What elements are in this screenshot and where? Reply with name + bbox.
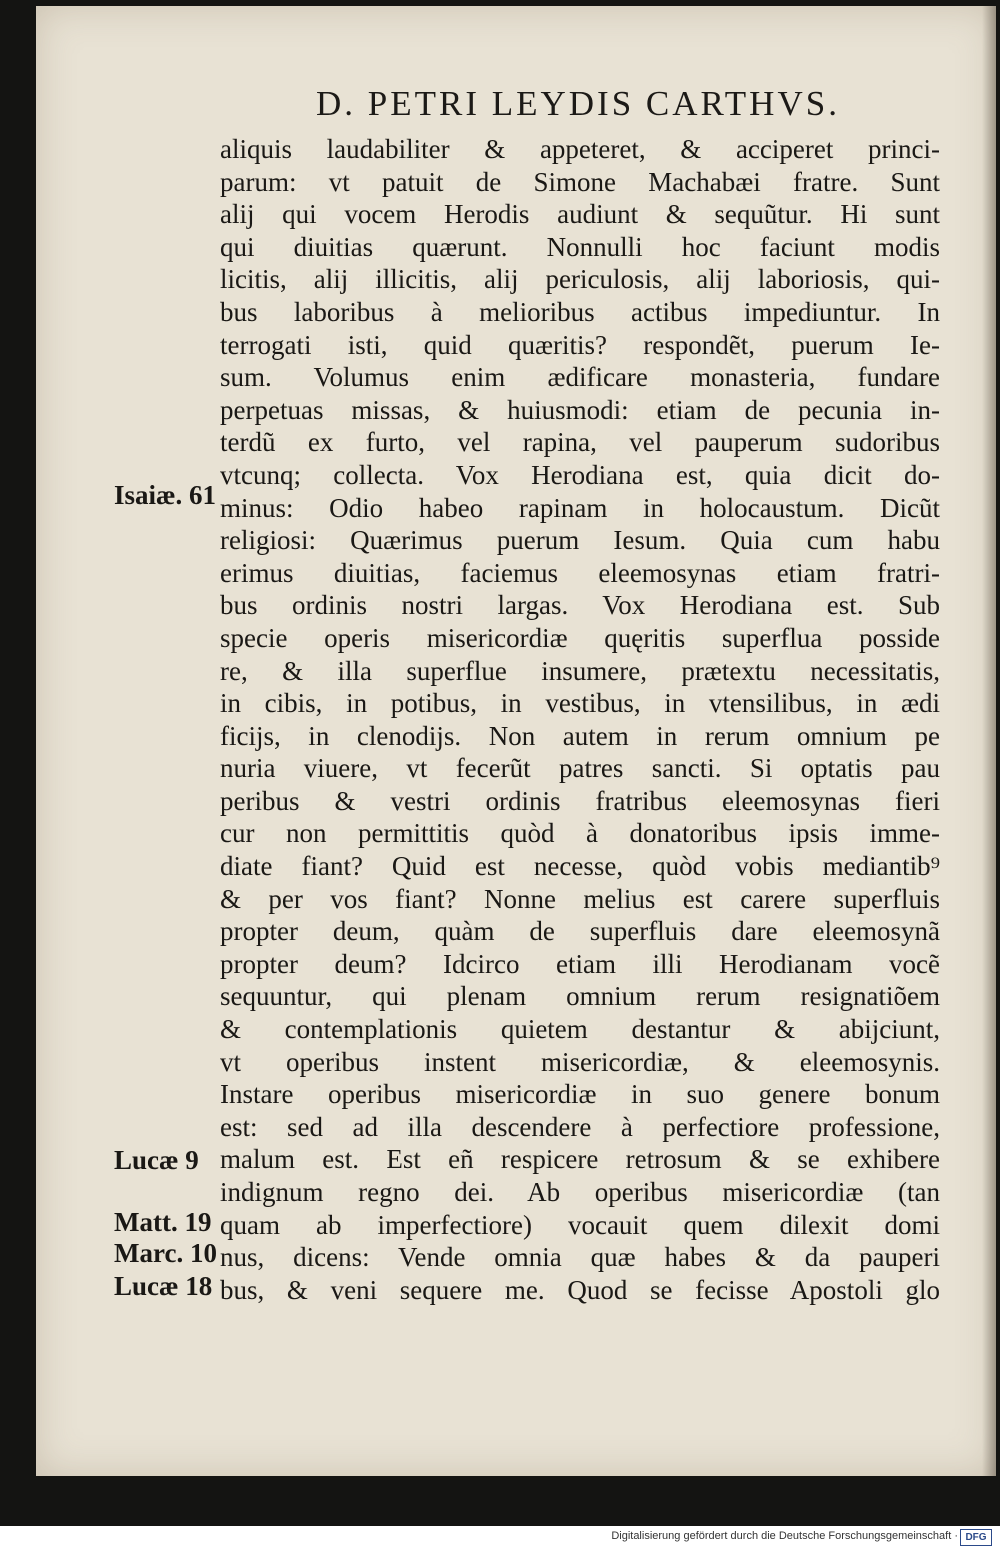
margin-note-isaiae: Isaiæ. 61 bbox=[114, 480, 217, 510]
text-line: Instare operibus misericordiæ in suo genere bonum bbox=[220, 1079, 940, 1110]
text-line: vtcunq; collecta. Vox Herodiana est, quia dicit do- bbox=[220, 459, 940, 490]
margin-note-lucae-9: Lucæ 9 bbox=[114, 1145, 199, 1175]
margin-note-matt-19: Matt. 19 bbox=[114, 1207, 212, 1237]
text-line: terrogati isti, quid quæritis? respondẽt, puerum Ie- bbox=[220, 329, 940, 360]
margin-note-lucae-18: Lucæ 18 bbox=[114, 1271, 213, 1301]
text-line: propter deum? Idcirco etiam illi Herodianam vocẽ bbox=[220, 948, 940, 979]
text-line: religiosi: Quærimus puerum Iesum. Quia cum habu bbox=[220, 525, 940, 556]
text-line: vt operibus instent misericordiæ, & eleemosynis. bbox=[220, 1046, 940, 1077]
text-line: alij qui vocem Herodis audiunt & sequũtur. Hi sunt bbox=[220, 199, 940, 230]
dfg-logo: DFG bbox=[960, 1529, 992, 1546]
text-line: diate fiant? Quid est necesse, quòd vobis mediantib⁹ bbox=[220, 851, 940, 882]
footer-strip bbox=[0, 1526, 1000, 1548]
text-line: qui diuitias quærunt. Nonnulli hoc faciunt modis bbox=[220, 231, 940, 262]
text-line: peribus & vestri ordinis fratribus eleemosynas fieri bbox=[220, 785, 940, 816]
text-line: bus ordinis nostri largas. Vox Herodiana est. Sub bbox=[220, 590, 940, 621]
text-line: in cibis, in potibus, in vestibus, in vtensilibus, in ædi bbox=[220, 688, 940, 719]
text-line: nus, dicens: Vende omnia quæ habes & da pauperi bbox=[220, 1242, 940, 1273]
text-line: indignum regno dei. Ab operibus misericordiæ (tan bbox=[220, 1177, 940, 1207]
text-line: malum est. Est eñ respicere retrosum & se exhibere bbox=[220, 1144, 940, 1175]
text-line: erimus diuitias, faciemus eleemosynas etiam fratri- bbox=[220, 557, 940, 588]
running-head: D. PETRI LEYDIS CARTHVS. bbox=[316, 84, 840, 123]
text-line: specie operis misericordiæ quęritis superflua posside bbox=[220, 622, 940, 653]
text-line: cur non permittitis quòd à donatoribus ipsis imme- bbox=[220, 818, 940, 849]
text-line: est: sed ad illa descendere à perfectiore professione, bbox=[220, 1111, 940, 1142]
text-line: licitis, alij illicitis, alij periculosis, alij laboriosis, qui- bbox=[220, 264, 940, 295]
text-line: parum: vt patuit de Simone Machabæi fratre. Sunt bbox=[220, 166, 940, 197]
text-line: sum. Volumus enim ædificare monasteria, fundare bbox=[220, 362, 940, 393]
text-line: aliquis laudabiliter & appeteret, & acciperet princi- bbox=[220, 134, 940, 164]
text-line: re, & illa superflue insumere, prætextu necessitatis, bbox=[220, 655, 940, 686]
body-text bbox=[220, 133, 940, 1306]
digitization-credit: Digitalisierung gefördert durch die Deutsche Forschungsgemeinschaft · bbox=[611, 1530, 958, 1542]
text-line: & per vos fiant? Nonne melius est carere superfluis bbox=[220, 883, 940, 914]
text-line: bus, & veni sequere me. Quod se fecisse Apostoli glo bbox=[220, 1274, 940, 1305]
text-line: ficijs, in clenodijs. Non autem in rerum omnium pe bbox=[220, 720, 940, 751]
margin-note-marc-10: Marc. 10 bbox=[114, 1238, 217, 1268]
text-line: bus laboribus à melioribus actibus impediuntur. In bbox=[220, 296, 940, 327]
text-line: nuria viuere, vt fecerũt patres sancti. Si optatis pau bbox=[220, 753, 940, 784]
text-line: quam ab imperfectiore) vocauit quem dilexit domi bbox=[220, 1209, 940, 1240]
text-line: minus: Odio habeo rapinam in holocaustum. Dicũt bbox=[220, 492, 940, 523]
text-line: sequuntur, qui plenam omnium rerum resignatiõem bbox=[220, 981, 940, 1012]
text-line: & contemplationis quietem destantur & abijciunt, bbox=[220, 1014, 940, 1045]
text-line: perpetuas missas, & huiusmodi: etiam de pecunia in- bbox=[220, 394, 940, 425]
text-line: terdũ ex furto, vel rapina, vel pauperum sudoribus bbox=[220, 427, 940, 458]
text-line: propter deum, quàm de superfluis dare eleemosynã bbox=[220, 916, 940, 947]
